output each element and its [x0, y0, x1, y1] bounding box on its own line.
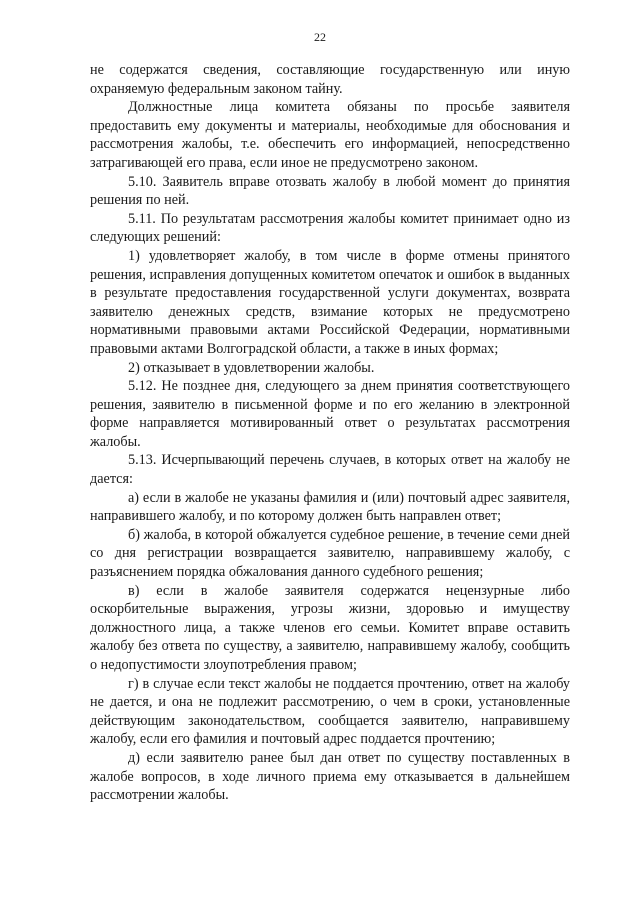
- paragraph-5-13-item-a: а) если в жалобе не указаны фамилия и (или) почтовый адрес заявителя, направившего жалобу, и по которому должен быть направлен ответ;: [90, 489, 570, 525]
- paragraph-5-10: 5.10. Заявитель вправе отозвать жалобу в любой момент до принятия решения по ней.: [90, 173, 570, 209]
- document-body: [90, 61, 570, 805]
- page-number: 22: [314, 30, 326, 44]
- paragraph-5-12: 5.12. Не позднее дня, следующего за днем принятия соответствующего решения, заявителю в письменной форме и по его желанию в электронной форме направляется мотивированный ответ о результатах рассмотрения жалобы.: [90, 378, 570, 450]
- paragraph-5-13-item-b: б) жалоба, в которой обжалуется судебное решение, в течение семи дней со дня регистрации возвращается заявителю, направившему жалобу, с разъяснением порядка обжалования данного судебного решения;: [90, 526, 570, 581]
- paragraph-5-13-item-d: д) если заявителю ранее был дан ответ по существу поставленных в жалобе вопросов, в ходе личного приема ему отказывается в дальнейшем рассмотрении жалобы.: [90, 749, 570, 804]
- paragraph-5-13: 5.13. Исчерпывающий перечень случаев, в которых ответ на жалобу не дается:: [90, 452, 570, 488]
- paragraph-5-13-item-g: г) в случае если текст жалобы не поддается прочтению, ответ на жалобу не дается, и она не подлежит рассмотрению, о чем в сроки, установленные действующим законодательством, сообщается заявителю, направившему жалобу, если его фамилия и почтовый адрес поддается прочтению;: [90, 675, 570, 748]
- paragraph-officials-obligation: Должностные лица комитета обязаны по просьбе заявителя предоставить ему документы и материалы, необходимые для обоснования и рассмотрения жалобы, т.е. обеспечить его информацией, непосредственно затрагивающей его права, если иное не предусмотрено законом.: [90, 99, 570, 171]
- paragraph-5-11-item-1: 1) удовлетворяет жалобу, в том числе в форме отмены принятого решения, исправления допущенных комитетом опечаток и ошибок в выданных в результате предоставления государственной услуги документах, возврата заявителю денежных средств, взимание которых не предусмотрено нормативными правовыми актами Российской Федерации, нормативными правовыми актами Волгоградской области, а также в иных формах;: [90, 247, 570, 357]
- paragraph-5-13-item-v: в) если в жалобе заявителя содержатся нецензурные либо оскорбительные выражения, угрозы жизни, здоровью и имуществу должностного лица, а также членов его семьи. Комитет вправе оставить жалобу без ответа по существу, а заявителю, направившему жалобу, сообщить о недопустимости злоупотребления правом;: [90, 582, 570, 673]
- paragraph-5-11-item-2: 2) отказывает в удовлетворении жалобы.: [128, 359, 375, 376]
- paragraph-continuation: не содержатся сведения, составляющие государственную или иную охраняемую федеральным законом тайну.: [90, 62, 570, 97]
- paragraph-5-11: 5.11. По результатам рассмотрения жалобы комитет принимает одно из следующих решений:: [90, 210, 570, 246]
